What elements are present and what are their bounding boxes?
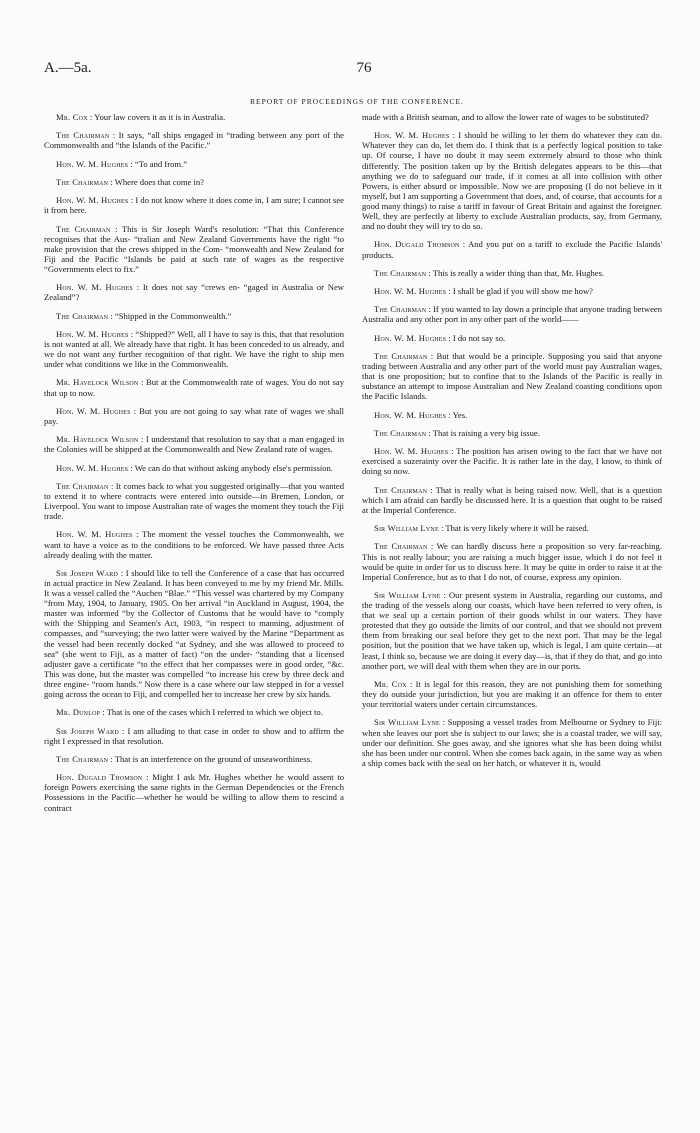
speech: Hon. W. M. Hughes : The moment the vessel touches the Commonwealth, we want to have a voice as to the conditions to be enforced. We have passed three Acts already dealing with the matter. [44, 529, 344, 560]
speech: Sir William Lyne : That is very likely where it will be raised. [374, 523, 589, 534]
speaker: The Chairman [374, 351, 428, 361]
speaker: Mr. Cox [56, 112, 88, 122]
speaker: The Chairman [374, 267, 427, 278]
speaker: The Chairman [56, 753, 109, 764]
speech: Hon. W. M. Hughes : We can do that without asking anybody else's permission. [56, 462, 333, 473]
speech: Hon. W. M. Hughes : But you are not going to say what rate of wages we shall pay. [44, 405, 345, 426]
speech-text: It comes back to what you suggested originally—that you wanted to extend it to where contracts were entered into outside—in Bremen, London, or Liverpool. You want to impose Australian rate of wages the moment they touch the Fiji trade. [44, 480, 344, 522]
speaker: The Chairman [374, 484, 428, 495]
speech-continuation [362, 112, 662, 122]
speech-text: That is one of the cases which I referred to which we object to. [106, 707, 323, 718]
speaker: Sir William Lyne [374, 523, 439, 534]
speech: Sir William Lyne : Supposing a vessel trades from Melbourne or Sydney to Fiji: when she leaves our port she is subject to our laws; she is a coastal trader, we will say, under our definition. She goes away, and she ignores what she has been doing whilst she has been under our control. When she comes back again, in the same way as when a ship comes back with the seal on her hatch, or whatever it is, would [362, 717, 663, 768]
speaker: Hon. W. M. Hughes [56, 282, 133, 293]
speech: Hon. W. M. Hughes : I should be willing to let them do whatever they can do. Whatever they can do, let them do. I think that is a perfectly logical position to take up. Of course, I have no doubt it may seem extremely absurd to those who think differently. The position taken up by the British delegates appears to be this—that anything we do to safeguard our trade, if it comes at all into collision with other Powers, is either absurd or impossible. Now we are proposing (I do not believe in it myself, but I am supporting a Government that does, and, of course, that accounts for a good many things) to raise a tariff in favour of Great Britain and against the foreigner. Well, they are perfectly at liberty to exclude Australian products, say, from Germany, and no doubt they will try to do so. [362, 130, 662, 232]
speech-text: Supposing a vessel trades from Melbourne or Sydney to Fiji: when she leaves our port she is subject to our laws; she is a coastal trader, we will say, under our definition. She goes away, and she ignores what she has been doing whilst she has been under our control. When she comes back again, in the same way as when a ship comes back with the seal on her hatch, or whatever it is, would [362, 717, 663, 768]
speaker: The Chairman [56, 480, 109, 491]
speaker: Hon. W. M. Hughes [374, 332, 447, 343]
speech-text: I should like to tell the Conference of a case that has occurred in actual practice in New Zealand. It has been conveyed to me by my friend Mr. Mills. It was a vessel called the “Auchen “Blae.” “This vessel was chartered by my Company “from May, 1904, to January, 1905. On her arrival “in Auckland in August, 1904, the master was informed “by the Collector of Customs that he would have to “comply with the Shipping and Seamen's Act, 1903, “in respect to manning, adjustment of compasses, and “surveying; the two latter were waived by the Marine “Department as the vessel had been recently docked “at Sydney, and she was allowed to proceed to sea” (she went to Fiji, as a matter of fact) “on the under- “standing that a licensed adjuster gave a certificate “to the effect that her compasses were in good order, “&c. This was done, but the master was compelled “to increase his crew by three deck and three engine- “room hands.” Now there is a case where our law stepped in for a vessel going across the ocean to Fiji, and compelled her to increase her crew by six hands. [44, 567, 344, 700]
speech: The Chairman : It comes back to what you suggested originally—that you wanted to extend it to where contracts were entered into outside—in Bremen, London, or Liverpool. You want to impose Australian rate of wages the moment they touch the Fiji trade. [44, 480, 344, 522]
speech: Hon. W. M. Hughes : I shall be glad if you will show me how? [374, 286, 593, 297]
speaker: Mr. Cox [374, 678, 407, 689]
speech: Mr. Cox : It is legal for this reason, they are not punishing them for something they do outside your jurisdiction, but you are making it an offence for them to enter your territorial waters under certain circumstances. [362, 678, 663, 710]
speaker: Hon. W. M. Hughes [56, 158, 129, 169]
speech-text: “Shipped?” Well, all I have to say is this, that that resolution is not wanted at all. We already have that right. It has been conceded to us already, and we do not want any further recognition of that right. We have the right to ship men under what conditions we like in the Commonwealth. [44, 328, 344, 370]
speaker: Hon. W. M. Hughes [374, 286, 447, 297]
speaker: The Chairman [374, 304, 427, 315]
speech: Hon. W. M. Hughes : Yes. [374, 409, 468, 420]
speech: Hon. W. M. Hughes : “Shipped?” Well, all I have to say is this, that that resolution is not wanted at all. We already have that right. It has been conceded to us already, and we do not want any further recognition of that right. We have the right to ship men under what conditions we like in the Commonwealth. [44, 328, 344, 370]
speech: Hon. W. M. Hughes : The position has arisen owing to the fact that we have not exercised a suzerainty over the Pacific. It is rather late in the day, I know, to think of doing so now. [362, 446, 662, 477]
speaker: Hon. W. M. Hughes [374, 446, 449, 457]
speech: The Chairman : If you wanted to lay down a principle that anyone trading between Australia and any other port in any other part of the world—— [362, 304, 662, 325]
speech: Mr. Dunlop : That is one of the cases which I referred to which we object to. [56, 707, 323, 718]
speaker: Sir Joseph Ward [56, 567, 119, 578]
speech-text: Where does that come in? [114, 176, 204, 187]
speaker: Hon. W. M. Hughes [56, 529, 133, 540]
speech-text: That is very likely where it will be raised. [445, 523, 589, 534]
speaker: Mr. Dunlop [56, 707, 101, 718]
speech-text: But at the Commonwealth rate of wages. You do not say that up to now. [44, 377, 345, 398]
speaker: The Chairman [56, 223, 111, 234]
speech-text: Might I ask Mr. Hughes whether he would assent to foreign Powers exercising the same rights in the German Dependencies or the French Possessions in the Pacific—whether he would be willing to allow them to rescind a contract [44, 772, 345, 813]
speech-text: It does not say “crews en- “gaged in Australia or New Zealand”? [44, 282, 344, 303]
speech-text: I should be willing to let them do whatever they can do. Whatever they can do, let them do. I think that is a perfectly logical position to take up. Of course, I have no doubt it may seem extremely absurd to those who think differently. The position taken up by the British delegates appears to be this—that anything we do to safeguard our trade, if it comes at all into collision with other Powers, is either absurd or impossible. Now we are proposing (I do not believe in it myself, but I am supporting a Government that does, and, of course, that accounts for a good many things) to raise a tariff in favour of Great Britain and against the foreigner. Well, they are perfectly at liberty to exclude Australian products, say, from Germany, and no doubt they will try to do so. [362, 130, 662, 232]
speech: The Chairman : That is raising a very big issue. [374, 427, 540, 438]
speaker: Hon. Dugald Thomson [374, 239, 460, 250]
speech: The Chairman : But that would be a principle. Supposing you said that anyone trading between Australia and any other part of the world must pay Australian wages, that is one proposition; but to confine that to the Islands of the Pacific is really in substance an attempt to impose Australian and New Zealand coasting conditions upon the Pacific Islands. [362, 351, 662, 402]
speech: The Chairman : Where does that come in? [56, 176, 204, 187]
speech: Hon. W. M. Hughes : “To and from.” [56, 158, 188, 169]
speech-text: I shall be glad if you will show me how? [452, 286, 593, 297]
speaker: Hon. W. M. Hughes [56, 328, 129, 339]
speech: The Chairman : This is really a wider thing than that, Mr. Hughes. [374, 267, 605, 278]
speaker: Hon. W. M. Hughes [374, 130, 450, 141]
speaker: Hon. W. M. Hughes [56, 462, 129, 473]
speech-text: We can hardly discuss here a proposition so very far-reaching. This is not really labour; you are raising a much bigger issue, which I do not feel it would be quite in order for us to discuss here. It may be quite in order to raise it at the Imperial Conference, but as to that I do not, of course, express any opinion. [362, 541, 663, 582]
speaker: The Chairman [374, 427, 427, 438]
speaker: Mr. Havelock Wilson [56, 434, 139, 445]
speech-text: I am alluding to that case in order to show and to affirm the right I expressed in that resolution. [44, 725, 344, 746]
page-header [44, 60, 670, 80]
speech-text: But you are not going to say what rate of wages we shall pay. [44, 405, 345, 426]
speech: Sir Joseph Ward : I am alluding to that case in order to show and to affirm the right I expressed in that resolution. [44, 725, 344, 746]
speech-text: The moment the vessel touches the Commonwealth, we want to have a voice as to the conditions to be enforced. We have passed three Acts already dealing with the matter. [44, 529, 344, 560]
speech: The Chairman : It says, “all ships engaged in “trading between any port of the Commonwealth and “the Islands of the Pacific.” [44, 130, 344, 151]
speaker: Hon. W. M. Hughes [374, 409, 447, 420]
right-column [362, 112, 662, 776]
speech-text: If you wanted to lay down a principle that anyone trading between Australia and any other port in any other part of the world—— [362, 304, 662, 325]
speaker: Hon. W. M. Hughes [56, 195, 129, 206]
speech: The Chairman : That is an interference on the ground of unseaworthiness. [56, 753, 313, 764]
speech-text: That is an interference on the ground of unseaworthiness. [114, 753, 313, 764]
speech-text: That is raising a very big issue. [432, 427, 540, 438]
speech-text: We can do that without asking anybody else's permission. [134, 462, 333, 473]
speech-text: made with a British seaman, and to allow the lower rate of wages to be substituted? [362, 112, 649, 122]
speech: Hon. W. M. Hughes : It does not say “crews en- “gaged in Australia or New Zealand”? [44, 282, 344, 303]
speech: Mr. Cox : Your law covers it as it is in Australia. [56, 112, 226, 122]
speech: The Chairman : This is Sir Joseph Ward's resolution: “That this Conference recognises that the Aus- “tralian and New Zealand Governments have the right “to make provision that the crews shipped in the Com- “monwealth and New Zealand for Fiji and the Pacific “Islands be paid at such rate of wages as the respective “Governments elect to fix.” [44, 223, 344, 274]
speaker: The Chairman [56, 310, 109, 321]
speech-text: Yes. [452, 409, 468, 420]
speech-text: It is legal for this reason, they are not punishing them for something they do outside your jurisdiction, but you are making it an offence for them to enter your territorial waters under certain circumstances. [362, 678, 663, 710]
speech-text: This is Sir Joseph Ward's resolution: “That this Conference recognises that the Aus- “tralian and New Zealand Governments have the right “to make provision that the crews shipped in the Com- “monwealth and New Zealand for Fiji and the Pacific “Islands be paid at such rate of wages as the respective “Governments elect to fix.” [44, 223, 344, 274]
speech-text: Our present system in Australia, regarding our customs, and the trading of the vessels along our coasts, which have been referred to very often, is that we seal up a certain portion of their goods whilst in our waters. They have protested that they go outside the limits of our control, and that we should not prevent them from breaking our seal before they get to the next port. That may be the legal position, but the position that we have taken up, which is legal, I am quite certain—at least, I think so, because we are doing it every day—is, that if they do that, and go into another port, we will deal with them when they are in our ports. [362, 590, 662, 671]
running-title: REPORT OF PROCEEDINGS OF THE CONFERENCE. [250, 97, 464, 106]
speaker: The Chairman [56, 176, 109, 187]
speech: The Chairman : That is really what is being raised now. Well, that is a question which I am afraid can hardly be discussed here. It is a question that ought to be raised at the Imperial Conference. [362, 484, 663, 515]
speech-text: I understand that resolution to say that a man engaged in the Colonies will be shipped at the Commonwealth and New Zealand rate of wages. [44, 434, 345, 455]
speech-text: It says, “all ships engaged in “trading between any port of the Commonwealth and “the Islands of the Pacific.” [44, 130, 344, 151]
speech-text: This is really a wider thing than that, Mr. Hughes. [432, 267, 605, 278]
speaker: Sir William Lyne [374, 590, 441, 600]
paper-code: A.—5a. [44, 60, 92, 76]
speaker: Sir William Lyne [374, 717, 440, 728]
speech: Mr. Havelock Wilson : I understand that resolution to say that a man engaged in the Colonies will be shipped at the Commonwealth and New Zealand rate of wages. [44, 434, 345, 455]
left-column [44, 112, 344, 821]
speech: The Chairman : “Shipped in the Commonwealth.” [56, 310, 232, 321]
speech: The Chairman : We can hardly discuss here a proposition so very far-reaching. This is not really labour; you are raising a much bigger issue, which I do not feel it would be quite in order for us to discuss here. It may be quite in order to raise it at the Imperial Conference, but as to that I do not, of course, express any opinion. [362, 541, 663, 582]
speaker: Mr. Havelock Wilson [56, 377, 139, 388]
speech: Hon. W. M. Hughes : I do not say so. [374, 332, 506, 343]
speech: Mr. Havelock Wilson : But at the Commonwealth rate of wages. You do not say that up to now. [44, 377, 345, 398]
speaker: Sir Joseph Ward [56, 725, 119, 736]
speech: Hon. Dugald Thomson : And you put on a tariff to exclude the Pacific Islands' products. [362, 239, 662, 260]
speech-text: “To and from.” [134, 158, 188, 169]
speech: Hon. Dugald Thomson : Might I ask Mr. Hughes whether he would assent to foreign Powers exercising the same rights in the German Dependencies or the French Possessions in the Pacific—whether he would be willing to allow them to rescind a contract [44, 772, 345, 813]
speaker: The Chairman [56, 130, 110, 141]
speech-text: “Shipped in the Commonwealth.” [114, 310, 232, 321]
speech-text: That is really what is being raised now. Well, that is a question which I am afraid can hardly be discussed here. It is a question that ought to be raised at the Imperial Conference. [362, 484, 663, 515]
speech: Sir Joseph Ward : I should like to tell the Conference of a case that has occurred in actual practice in New Zealand. It has been conveyed to me by my friend Mr. Mills. It was a vessel called the “Auchen “Blae.” “This vessel was chartered by my Company “from May, 1904, to January, 1905. On her arrival “in Auckland in August, 1904, the master was informed “by the Collector of Customs that he would have to “comply with the Shipping and Seamen's Act, 1903, “in respect to manning, adjustment of compasses, and “surveying; the two latter were waived by the Marine “Department as the vessel had been recently docked “at Sydney, and she was allowed to proceed to sea” (she went to Fiji, as a matter of fact) “on the under- “standing that a licensed adjuster gave a certificate “to the effect that her compasses were in good order, “&c. This was done, but the master was compelled “to increase his crew by three deck and three engine- “room hands.” Now there is a case where our law stepped in for a vessel going across the ocean to Fiji, and compelled her to increase her crew by six hands. [44, 567, 344, 700]
speaker: The Chairman [374, 541, 428, 552]
speaker: Hon. Dugald Thomson [56, 772, 143, 783]
speech-text: And you put on a tariff to exclude the Pacific Islands' products. [362, 239, 662, 260]
speech-text: Your law covers it as it is in Australia. [94, 112, 226, 122]
speech: Sir William Lyne : Our present system in Australia, regarding our customs, and the trading of the vessels along our coasts, which have been referred to very often, is that we seal up a certain portion of their goods whilst in our waters. They have protested that they go outside the limits of our control, and that we should not prevent them from breaking our seal before they get to the next port. That may be the legal position, but the position that we have taken up, which is legal, I am quite certain—at least, I think so, because we are doing it every day—is, that if they do that, and go into another port, we will deal with them when they are in our ports. [362, 590, 662, 671]
speech-text: But that would be a principle. Supposing you said that anyone trading between Australia and any other part of the world must pay Australian wages, that is one proposition; but to confine that to the Islands of the Pacific is really in substance an attempt to impose Australian and New Zealand coasting conditions upon the Pacific Islands. [362, 351, 662, 402]
page-number: 76 [356, 60, 372, 76]
speech: Hon. W. M. Hughes : I do not know where it does come in, I am sure; I cannot see it from here. [44, 195, 344, 216]
speech-text: The position has arisen owing to the fact that we have not exercised a suzerainty over the Pacific. It is rather late in the day, I know, to think of doing so now. [362, 446, 662, 477]
speech-text: I do not know where it does come in, I am sure; I cannot see it from here. [44, 195, 344, 216]
speaker: Hon. W. M. Hughes [56, 405, 131, 416]
speech-text: I do not say so. [452, 332, 506, 343]
